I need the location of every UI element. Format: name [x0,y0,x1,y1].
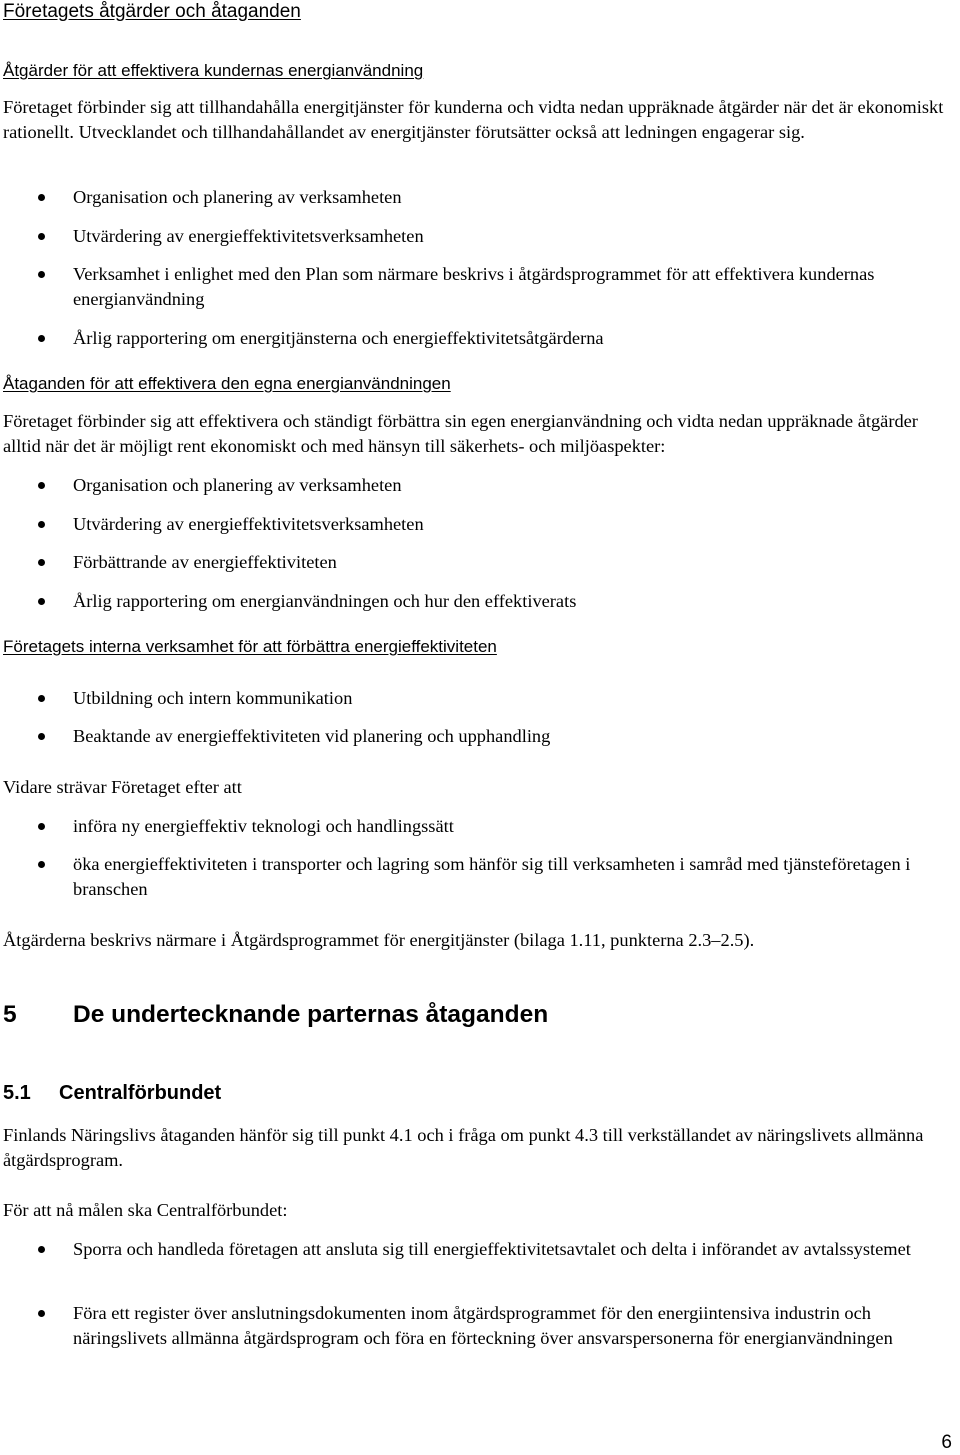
bullet-icon [38,1310,45,1317]
bullet-icon [38,695,45,702]
bullet-icon [38,861,45,868]
bullet-icon [38,823,45,830]
list-item-text: Beaktande av energieffektiviteten vid planering och upphandling [73,726,551,746]
bullet-icon [38,335,45,342]
list-item-text: Årlig rapportering om energianvändningen och hur den effektiverats [73,591,577,611]
section-number: 5.1 [3,1082,31,1104]
list-item-text: öka energieffektiviteten i transporter och lagring som hänför sig till verksamheten i samråd med tjänsteföretagen i branschen [73,854,911,899]
bullet-icon [38,482,45,489]
bullet-icon [38,1246,45,1253]
heading-own-commitments: Åtaganden för att effektivera den egna energianvändningen [3,374,451,393]
bullet-icon [38,598,45,605]
bullet-icon [38,559,45,566]
chapter-number: 5 [3,1001,17,1028]
list-item-text: Utbildning och intern kommunikation [73,688,353,708]
paragraph-further-intro: Vidare strävar Företaget efter att [3,777,242,797]
section-heading [3,1080,221,1106]
page-number: 6 [941,1432,952,1453]
list-item-text: Utvärdering av energieffektivitetsverksamheten [73,226,424,246]
list-item-text: Organisation och planering av verksamheten [73,475,402,495]
paragraph-customer-intro: Företaget förbinder sig att tillhandahålla energitjänster för kunderna och vidta nedan uppräknade åtgärder när det är ekonomiskt rationellt. Utvecklandet och tillhandahållandet av energitjänster förutsätter också att ledningen engagerar sig. [3,97,944,142]
paragraph-goals-intro: För att nå målen ska Centralförbundet: [3,1200,288,1220]
paragraph-centralforbundet: Finlands Näringslivs åtaganden hänför sig till punkt 4.1 och i fråga om punkt 4.3 till verkställandet av näringslivets allmänna åtgärdsprogram. [3,1125,924,1170]
list-item-text: Organisation och planering av verksamheten [73,187,402,207]
heading-internal-activities: Företagets interna verksamhet för att förbättra energieffektiviteten [3,637,497,656]
paragraph-own-intro: Företaget förbinder sig att effektivera och ständigt förbättra sin egen energianvändning och vidta nedan uppräknade åtgärder alltid när det är möjligt rent ekonomiskt och med hänsyn till säkerhets- och miljöaspekter: [3,411,918,456]
list-item-text: Föra ett register över anslutningsdokumenten inom åtgärdsprogrammet för den energiintensiva industrin och näringslivets allmänna åtgärdsprogram och föra en förteckning över ansvarspersonerna för energianvändningen [73,1303,893,1348]
bullet-icon [38,733,45,740]
section-title: Centralförbundet [59,1082,222,1104]
list-item-text: Förbättrande av energieffektiviteten [73,552,337,572]
bullet-icon [38,521,45,528]
bullet-icon [38,194,45,201]
chapter-heading [3,999,548,1031]
list-item-text: Utvärdering av energieffektivitetsverksamheten [73,514,424,534]
page-title: Företagets åtgärder och åtaganden [3,1,301,22]
list-item-text: Verksamhet i enlighet med den Plan som närmare beskrivs i åtgärdsprogrammet för att effektivera kundernas energianvändning [73,264,875,309]
list-item-text: Årlig rapportering om energitjänsterna och energieffektivitetsåtgärderna [73,328,604,348]
paragraph-closing: Åtgärderna beskrivs närmare i Åtgärdsprogrammet för energitjänster (bilaga 1.11, punkterna 2.3–2.5). [3,930,755,950]
list-item-text: införa ny energieffektiv teknologi och handlingssätt [73,816,454,836]
heading-customer-measures: Åtgärder för att effektivera kundernas energianvändning [3,61,424,80]
list-item-text: Sporra och handleda företagen att ansluta sig till energieffektivitetsavtalet och delta i införandet av avtalssystemet [73,1239,911,1259]
bullet-icon [38,271,45,278]
chapter-title: De undertecknande parternas åtaganden [73,1001,549,1028]
bullet-icon [38,233,45,240]
